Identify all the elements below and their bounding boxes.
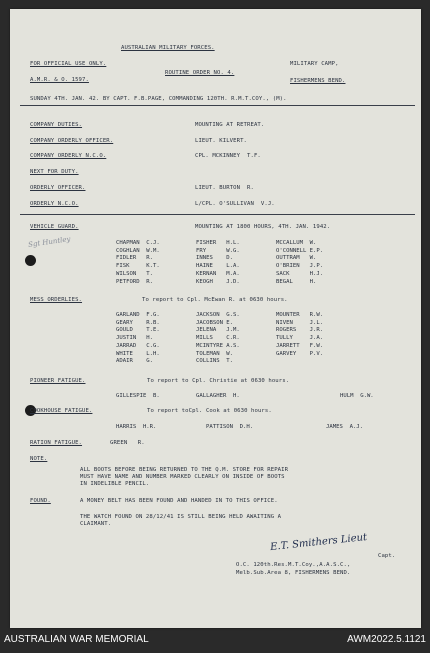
duty-value: LIEUT. BURTON R. (195, 185, 254, 191)
duty-value: CPL. MCKINNEY T.F. (195, 153, 261, 159)
footer-credit: AUSTRALIAN WAR MEMORIAL (4, 634, 149, 645)
name-entry: FISK K.T. (116, 263, 160, 270)
name-entry: HAINE L.A. (196, 263, 240, 270)
name-entry: COGHLAN W.M. (116, 247, 160, 254)
vehicle-guard-label: VEHICLE GUARD. (30, 224, 79, 230)
name-entry: JAMES A.J. (326, 424, 364, 430)
mess-label: MESS ORDERLIES. (30, 297, 83, 303)
amr-ref: A.M.R. & O. 1597. (30, 77, 89, 83)
name-entry: CHAPMAN C.J. (116, 240, 160, 246)
name-entry: FRY W.G. (196, 247, 240, 254)
duty-value: MOUNTING AT RETREAT. (195, 122, 265, 128)
name-entry: KEOGH J.D. (196, 278, 240, 285)
name-entry: PATTISON D.H. (206, 424, 254, 430)
name-entry: JARRAD C.G. (116, 342, 160, 349)
name-entry: SACK H.J. (276, 270, 324, 277)
duty-label: ORDERLY OFFICER. (30, 185, 86, 191)
divider (20, 214, 415, 215)
pioneer-text: To report to Cpl. Christie at 0630 hours. (147, 378, 290, 384)
punch-hole (25, 255, 36, 266)
name-entry: MOUNTER R.W. (276, 312, 324, 318)
sign-location: Melb.Sub.Area 8, FISHERMENS BEND. (236, 570, 351, 576)
duty-label: ORDERLY N.C.O. (30, 201, 79, 207)
name-entry: HARRIS H.R. (116, 424, 157, 430)
name-entry: JACKSON G.S. (196, 312, 240, 318)
name-entry: MCCALLUM W. (276, 240, 317, 246)
military-camp: MILITARY CAMP, (290, 61, 339, 67)
name-entry: JARRETT F.W. (276, 342, 324, 349)
found-text: A MONEY BELT HAS BEEN FOUND AND HANDED IN TO THIS OFFICE. (80, 498, 278, 504)
name-entry: NIVEN J.L. (276, 319, 324, 326)
note-line: ALL BOOTS BEFORE BEING RETURNED TO THE Q.M. STORE FOR REPAIR (80, 467, 289, 473)
name-entry: GILLESPIE B. (116, 393, 160, 399)
ration-value: GREEN R. (110, 440, 145, 446)
name-entry: FISHER H.L. (196, 240, 240, 246)
footer-accession: AWM2022.5.1121 (347, 634, 426, 645)
divider (20, 105, 415, 106)
ration-label: RATION FATIGUE. (30, 440, 83, 446)
duty-value: LIEUT. KILVERT. (195, 138, 248, 144)
name-entry: WHITE L.H. (116, 350, 160, 357)
name-entry: GALLAGHER H. (196, 393, 240, 399)
name-entry: MCINTYRE A.S. (196, 342, 240, 349)
name-entry: INNES D. (196, 255, 234, 262)
name-entry: KERNAN M.A. (196, 270, 240, 277)
note-line: IN INDELIBLE PENCIL. (80, 481, 150, 487)
note-label: NOTE. (30, 456, 48, 462)
date-line: SUNDAY 4TH. JAN. 42. BY CAPT. F.B.PAGE, COMMANDING 120TH. R.M.T.COY., (M). (30, 96, 287, 102)
name-entry: ADAIR G. (116, 358, 154, 365)
name-entry: TOLEMAN W. (196, 350, 234, 357)
cookhouse-label: COOKHOUSE FATIGUE. (30, 408, 93, 414)
name-entry: FIDLER R. (116, 255, 154, 262)
doc-title: AUSTRALIAN MILITARY FORCES. (121, 45, 215, 51)
name-entry: O'BRIEN J.P. (276, 263, 324, 270)
name-entry: TULLY J.A. (276, 335, 324, 342)
pioneer-label: PIONEER FATIGUE. (30, 378, 86, 384)
cookhouse-text: To report toCpl. Cook at 0630 hours. (147, 408, 272, 414)
name-entry: HULM G.W. (340, 393, 374, 399)
watch-line: CLAIMANT. (80, 521, 112, 527)
found-label: FOUND. (30, 498, 51, 504)
name-entry: BEGAL H. (276, 278, 317, 285)
duty-value: L/CPL. O'SULLIVAN V.J. (195, 201, 275, 207)
name-entry: OUTTRAM W. (276, 255, 317, 262)
name-entry: GARLAND F.G. (116, 312, 160, 318)
name-entry: JACOBSON E. (196, 319, 234, 326)
name-entry: GOULD T.E. (116, 327, 160, 334)
name-entry: PETFORD R. (116, 278, 154, 285)
sign-unit: O.C. 120th.Res.M.T.Coy.,A.A.S.C., (236, 562, 351, 568)
vehicle-guard-value: MOUNTING AT 1800 HOURS, 4TH. JAN. 1942. (195, 224, 331, 230)
name-entry: O'CONNELL E.P. (276, 247, 324, 254)
mess-text: To report to Cpl. McEwan R. at 0630 hours. (142, 297, 288, 303)
sign-rank: Capt. (378, 553, 396, 559)
note-line: MUST HAVE NAME AND NUMBER MARKED CLEARLY ON INSIDE OF BOOTS (80, 474, 285, 480)
watch-line: THE WATCH FOUND ON 28/12/41 IS STILL BEING HELD AWAITING A (80, 514, 282, 520)
name-entry: MILLS C.R. (196, 335, 240, 342)
name-entry: GARVEY P.V. (276, 350, 324, 357)
name-entry: COLLINS T. (196, 358, 234, 365)
signature: E.T. Smithers Lieut (269, 531, 368, 554)
name-entry: JUSTIN H. (116, 335, 154, 342)
duty-label: COMPANY ORDERLY OFFICER. (30, 138, 114, 144)
duty-label: COMPANY ORDERLY N.C.O. (30, 153, 107, 159)
official-use: FOR OFFICIAL USE ONLY. (30, 61, 107, 67)
duty-label: NEXT FOR DUTY. (30, 169, 79, 175)
pencil-annotation: Sgt Huntley (27, 235, 71, 249)
name-entry: GEARY R.B. (116, 319, 160, 326)
name-entry: JELENA J.M. (196, 327, 240, 334)
routine-order: ROUTINE ORDER NO. 4. (165, 70, 235, 76)
name-entry: ROGERS J.R. (276, 327, 324, 334)
duty-label: COMPANY DUTIES. (30, 122, 83, 128)
name-entry: WILSON T. (116, 270, 154, 277)
location: FISHERMENS BEND. (290, 78, 346, 84)
